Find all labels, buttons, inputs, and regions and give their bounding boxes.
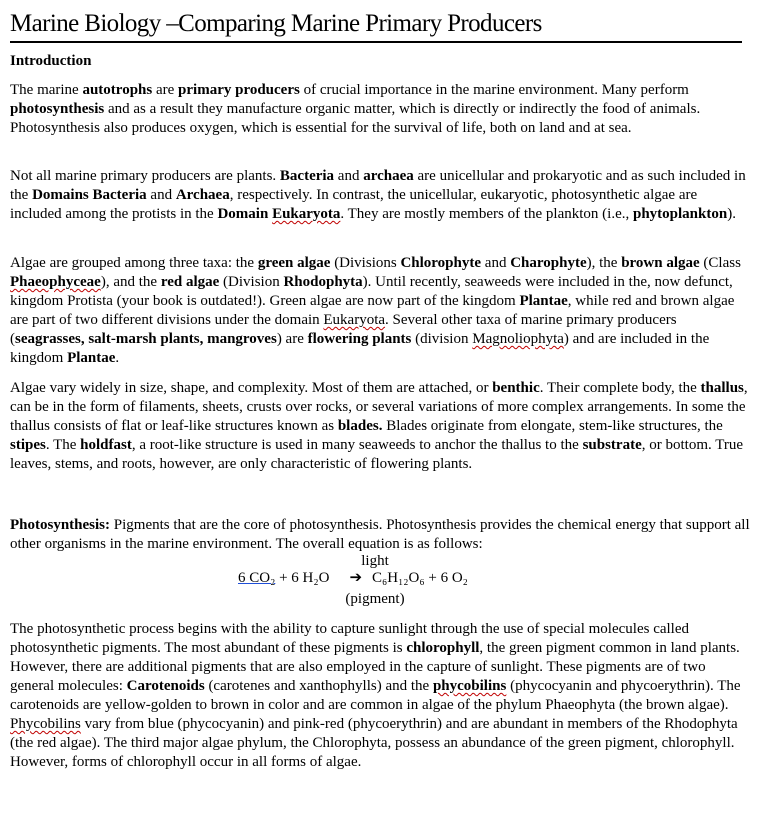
equation-product-oxygen: + 6 O₂ (428, 570, 468, 586)
paragraph-autotrophs: The marine autotrophs are primary producers of crucial importance in the marine environment. Many perform photosynthesis and as a result they manufacture organic matter, which is directly or indirectly the food of animals. Photosynthesis also produces oxygen, which is essential for the survival of life, both on land and at sea. (10, 82, 701, 136)
paragraph-algae-structure: Algae vary widely in size, shape, and complexity. Most of them are attached, or benthic. Their complete body, the thallus, can be in the form of filaments, sheets, crusts over rocks, or several variations of more complex arrangements. In some the thallus consists of flat or leaf-like structures known as blades. Blades originate from elongate, stem-like structures, the stipes. The holdfast, a root-like structure is used in many seaweeds to anchor the thallus to the substrate, or bottom. True leaves, stems, and roots, however, are only characteristic of flowering plants. (10, 380, 748, 472)
page-title: Marine Biology –Comparing Marine Primary Producers (10, 8, 742, 43)
equation-pigment-label: (pigment) (345, 591, 405, 607)
paragraph-algae-taxa: Algae are grouped among three taxa: the green algae (Divisions Chlorophyte and Charophyte), the brown algae (Class Phaeophyceae), and the red algae (Division Rhodophyta). Until recently, seaweeds were included in the, now defunct, kingdom Protista (your book is outdated!). Green algae are now part of the kingdom Plantae, while red and brown algae are part of two different divisions under the domain Eukaryota. Several other taxa of marine primary producers (seagrasses, salt-marsh plants, mangroves) are flowering plants (division Magnoliophyta) and are included in the kingdom Plantae. (10, 255, 741, 366)
reaction-arrow-icon: ➔ (349, 570, 363, 586)
paragraph-bacteria-archaea: Not all marine primary producers are plants. Bacteria and archaea are unicellular and prokaryotic and as such included in the Domains Bacteria and Archaea, respectively. In contrast, the unicellular, eukaryotic, photosynthetic algae are included among the protists in the Domain Eukaryota. They are mostly members of the plankton (i.e., phytoplankton). (10, 168, 746, 222)
paragraph-photosynthesis: Photosynthesis: Pigments that are the core of photosynthesis. Photosynthesis provides the chemical energy that support all other organisms in the marine environment. The overall equation is as follows: (10, 517, 750, 552)
section-heading-introduction: Introduction (10, 53, 92, 69)
equation-reactant-water: + 6 H₂O (279, 570, 330, 586)
photosynthesis-equation (238, 569, 468, 587)
equation-product-glucose: C₆H₁₂O₆ (372, 570, 425, 586)
equation-light-label: light (361, 553, 389, 569)
paragraph-pigments: The photosynthetic process begins with the ability to capture sunlight through the use of special molecules called photosynthetic pigments. The most abundant of these pigments is chlorophyll, the green pigment common in land plants. However, there are additional pigments that are also employed in the capture of sunlight. These pigments are of two general molecules: Carotenoids (carotenes and xanthophylls) and the phycobilins (phycocyanin and phycoerythrin). The carotenoids are yellow-golden to brown in color and are common in algae of the phylum Phaeophyta (the brown algae). Phycobilins vary from blue (phycocyanin) and pink-red (phycoerythrin) and are abundant in members of the Rhodophyta (the red algae). The third major algae phylum, the Chlorophyta, possess an abundance of the green pigment, chlorophyll. However, forms of chlorophyll occur in all forms of algae. (10, 621, 741, 770)
equation-reactant-co2: 6 CO₂ (238, 570, 276, 586)
